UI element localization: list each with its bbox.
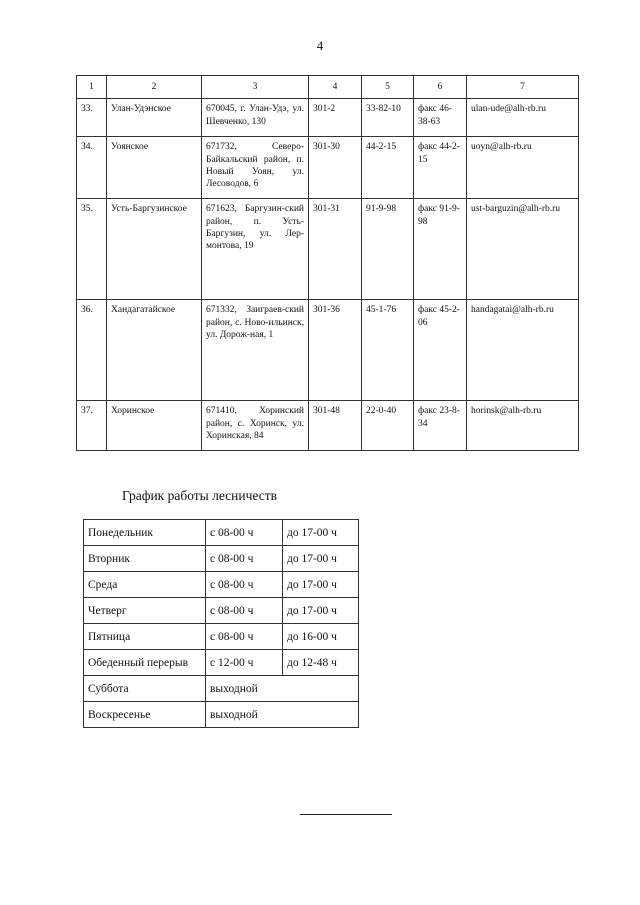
- schedule-to: до 16-00 ч: [283, 624, 359, 650]
- header-cell: 2: [107, 76, 202, 99]
- forestry-fax: факс 46-38-63: [414, 99, 467, 137]
- schedule-day: Четверг: [84, 598, 206, 624]
- schedule-day: Вторник: [84, 546, 206, 572]
- forestry-email: ulan-ude@alh-rb.ru: [467, 99, 579, 137]
- forestry-fax: факс 23-8-34: [414, 401, 467, 451]
- schedule-to: до 17-00 ч: [283, 572, 359, 598]
- schedule-from: с 08-00 ч: [206, 572, 283, 598]
- schedule-from: с 08-00 ч: [206, 624, 283, 650]
- table-header-row: [77, 76, 579, 99]
- forestry-fax: факс 91-9-98: [414, 199, 467, 300]
- schedule-from: с 08-00 ч: [206, 546, 283, 572]
- schedule-row: [84, 572, 359, 598]
- forestry-email: handagatai@alh-rb.ru: [467, 300, 579, 401]
- forestry-name: Хандагатайское: [107, 300, 202, 401]
- schedule-day: Суббота: [84, 676, 206, 702]
- schedule-row: [84, 676, 359, 702]
- schedule-row: [84, 520, 359, 546]
- schedule-day: Обеденный перерыв: [84, 650, 206, 676]
- forestry-phone: 33-82-10: [362, 99, 414, 137]
- row-number: 37.: [77, 401, 107, 451]
- forestry-name: Уоянское: [107, 137, 202, 199]
- forestry-code: 301-36: [309, 300, 362, 401]
- schedule-to: до 17-00 ч: [283, 546, 359, 572]
- schedule-day: Понедельник: [84, 520, 206, 546]
- forestry-email: uoyn@alh-rb.ru: [467, 137, 579, 199]
- forestry-contacts-table: [76, 75, 579, 451]
- schedule-title: График работы лесничеств: [122, 488, 278, 503]
- schedule-day: Среда: [84, 572, 206, 598]
- table-row: [77, 137, 579, 199]
- schedule-day: Пятница: [84, 624, 206, 650]
- table-row: [77, 300, 579, 401]
- row-number: 36.: [77, 300, 107, 401]
- work-schedule-table: [83, 519, 359, 728]
- forestry-name: Усть-Баргузинское: [107, 199, 202, 300]
- schedule-to: до 17-00 ч: [283, 520, 359, 546]
- schedule-day-off: выходной: [206, 702, 359, 728]
- header-cell: 5: [362, 76, 414, 99]
- schedule-day: Воскресенье: [84, 702, 206, 728]
- schedule-row: [84, 546, 359, 572]
- schedule-from: с 08-00 ч: [206, 520, 283, 546]
- forestry-code: 301-31: [309, 199, 362, 300]
- header-cell: 1: [77, 76, 107, 99]
- forestry-phone: 22-0-40: [362, 401, 414, 451]
- forestry-fax: факс 45-2-06: [414, 300, 467, 401]
- schedule-row: [84, 650, 359, 676]
- row-number: 35.: [77, 199, 107, 300]
- table-row: [77, 99, 579, 137]
- row-number: 34.: [77, 137, 107, 199]
- row-number: 33.: [77, 99, 107, 137]
- table-row: [77, 199, 579, 300]
- forestry-phone: 44-2-15: [362, 137, 414, 199]
- forestry-email: horinsk@alh-rb.ru: [467, 401, 579, 451]
- forestry-name: Хоринское: [107, 401, 202, 451]
- forestry-phone: 91-9-98: [362, 199, 414, 300]
- forestry-code: 301-2: [309, 99, 362, 137]
- forestry-phone: 45-1-76: [362, 300, 414, 401]
- forestry-fax: факс 44-2-15: [414, 137, 467, 199]
- table-row: [77, 401, 579, 451]
- schedule-to: до 12-48 ч: [283, 650, 359, 676]
- forestry-address: 671410, Хоринский район, с. Хоринск, ул. Хоринская, 84: [202, 401, 309, 451]
- schedule-row: [84, 598, 359, 624]
- schedule-day-off: выходной: [206, 676, 359, 702]
- forestry-code: 301-48: [309, 401, 362, 451]
- forestry-name: Улан-Удэнское: [107, 99, 202, 137]
- schedule-row: [84, 702, 359, 728]
- forestry-email: ust-barguzin@alh-rb.ru: [467, 199, 579, 300]
- header-cell: 7: [467, 76, 579, 99]
- schedule-to: до 17-00 ч: [283, 598, 359, 624]
- forestry-address: 671623, Баргузин-ский район, п. Усть-Баргузин, ул. Лер-монтова, 19: [202, 199, 309, 300]
- header-cell: 4: [309, 76, 362, 99]
- forestry-address: 671732, Северо-Байкальский район, п. Новый Уоян, ул. Лесоводов, 6: [202, 137, 309, 199]
- forestry-code: 301-30: [309, 137, 362, 199]
- header-cell: 6: [414, 76, 467, 99]
- schedule-from: с 08-00 ч: [206, 598, 283, 624]
- page-number: 4: [316, 38, 324, 53]
- footer-separator-line: [300, 814, 392, 815]
- header-cell: 3: [202, 76, 309, 99]
- schedule-from: с 12-00 ч: [206, 650, 283, 676]
- forestry-address: 670045, г. Улан-Удэ, ул. Шевченко, 130: [202, 99, 309, 137]
- schedule-row: [84, 624, 359, 650]
- forestry-address: 671332, Заиграев-ский район, с. Ново-ильинск, ул. Дорож-ная, 1: [202, 300, 309, 401]
